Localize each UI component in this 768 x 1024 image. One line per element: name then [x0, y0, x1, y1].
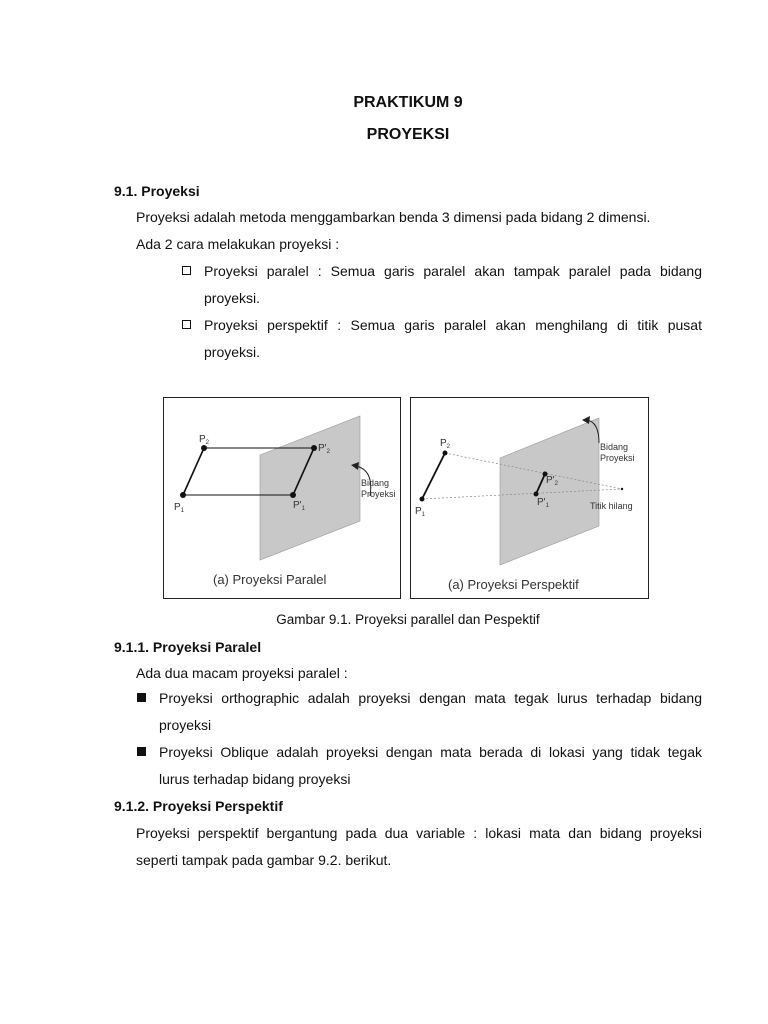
label-plane-line1: Bidang: [600, 442, 629, 452]
paragraph-parallel-intro: Ada dua macam proyeksi paralel :: [136, 665, 348, 681]
paragraph-intro: Ada 2 cara melakukan proyeksi :: [136, 236, 340, 252]
arrowhead-icon: [582, 416, 590, 424]
figure-caption: Gambar 9.1. Proyeksi parallel dan Pespektif: [276, 612, 540, 627]
label-p2-projected: $P'_2$: [546, 475, 558, 487]
bullet-perspective-line2: proyeksi.: [204, 344, 261, 360]
square-bullet-icon: [137, 747, 146, 756]
projection-plane: [500, 418, 599, 565]
paragraph-perspective-line2: seperti tampak pada gambar 9.2. berikut.: [136, 852, 392, 868]
label-p2: $P_2$: [440, 438, 451, 450]
point-p1-projected: [534, 492, 539, 497]
point-p2-projected: [311, 445, 317, 451]
parallel-projection-diagram: [164, 398, 402, 600]
point-p1: [420, 497, 425, 502]
figure-parallel-projection: [163, 397, 401, 599]
paragraph-perspective-line1: Proyeksi perspektif bergantung pada dua variable : lokasi mata dan bidang proyeksi: [136, 825, 702, 841]
label-p1: $P_1$: [174, 502, 185, 514]
point-p2: [443, 451, 448, 456]
object-segment: [422, 453, 445, 499]
perspective-projection-diagram: [411, 398, 650, 600]
bullet-parallel-line1: Proyeksi paralel : Semua garis paralel akan tampak paralel pada bidang: [204, 263, 702, 279]
section-heading-9-1-2: 9.1.2. Proyeksi Perspektif: [114, 798, 283, 814]
label-p2: $P_2$: [199, 434, 210, 446]
figure-left-caption: (a) Proyeksi Paralel: [213, 572, 327, 587]
label-p1-projected: $P'_1$: [293, 500, 305, 512]
page-subtitle: PROYEKSI: [366, 126, 450, 143]
label-p2-projected: $P'_2$: [318, 443, 330, 455]
bullet-oblique-line2: lurus terhadap bidang proyeksi: [159, 771, 351, 787]
label-plane-line2: Proyeksi: [600, 453, 635, 463]
figure-right-caption: (a) Proyeksi Perspektif: [448, 577, 579, 592]
projection-plane: [260, 416, 360, 560]
bullet-oblique-line1: Proyeksi Oblique adalah proyeksi dengan mata berada di lokasi yang tidak tegak: [159, 744, 702, 760]
point-p1-projected: [290, 492, 296, 498]
checkbox-bullet-icon: [182, 266, 191, 275]
bullet-orthographic-line2: proyeksi: [159, 717, 212, 733]
bullet-perspective-line1: Proyeksi perspektif : Semua garis paralel akan menghilang di titik pusat: [204, 317, 702, 333]
section-heading-9-1-1: 9.1.1. Proyeksi Paralel: [114, 639, 262, 655]
square-bullet-icon: [137, 693, 146, 702]
label-p1-projected: $P'_1$: [537, 497, 549, 509]
section-heading-9-1: 9.1. Proyeksi: [114, 183, 200, 199]
paragraph-definition: Proyeksi adalah metoda menggambarkan benda 3 dimensi pada bidang 2 dimensi.: [136, 209, 651, 225]
checkbox-bullet-icon: [182, 320, 191, 329]
page-title: PRAKTIKUM 9: [353, 94, 463, 111]
point-p1: [180, 492, 186, 498]
bullet-orthographic-line1: Proyeksi orthographic adalah proyeksi dengan mata tegak lurus terhadap bidang: [159, 690, 702, 706]
label-plane-line2: Proyeksi: [361, 489, 396, 499]
object-segment: [183, 448, 204, 495]
vanishing-point: [621, 488, 623, 490]
label-vanishing-point: Titik hilang: [590, 501, 633, 511]
bullet-parallel-line2: proyeksi.: [204, 290, 261, 306]
label-p1: $P_1$: [415, 506, 426, 518]
figure-perspective-projection: [410, 397, 649, 599]
label-plane-line1: Bidang: [361, 478, 390, 488]
